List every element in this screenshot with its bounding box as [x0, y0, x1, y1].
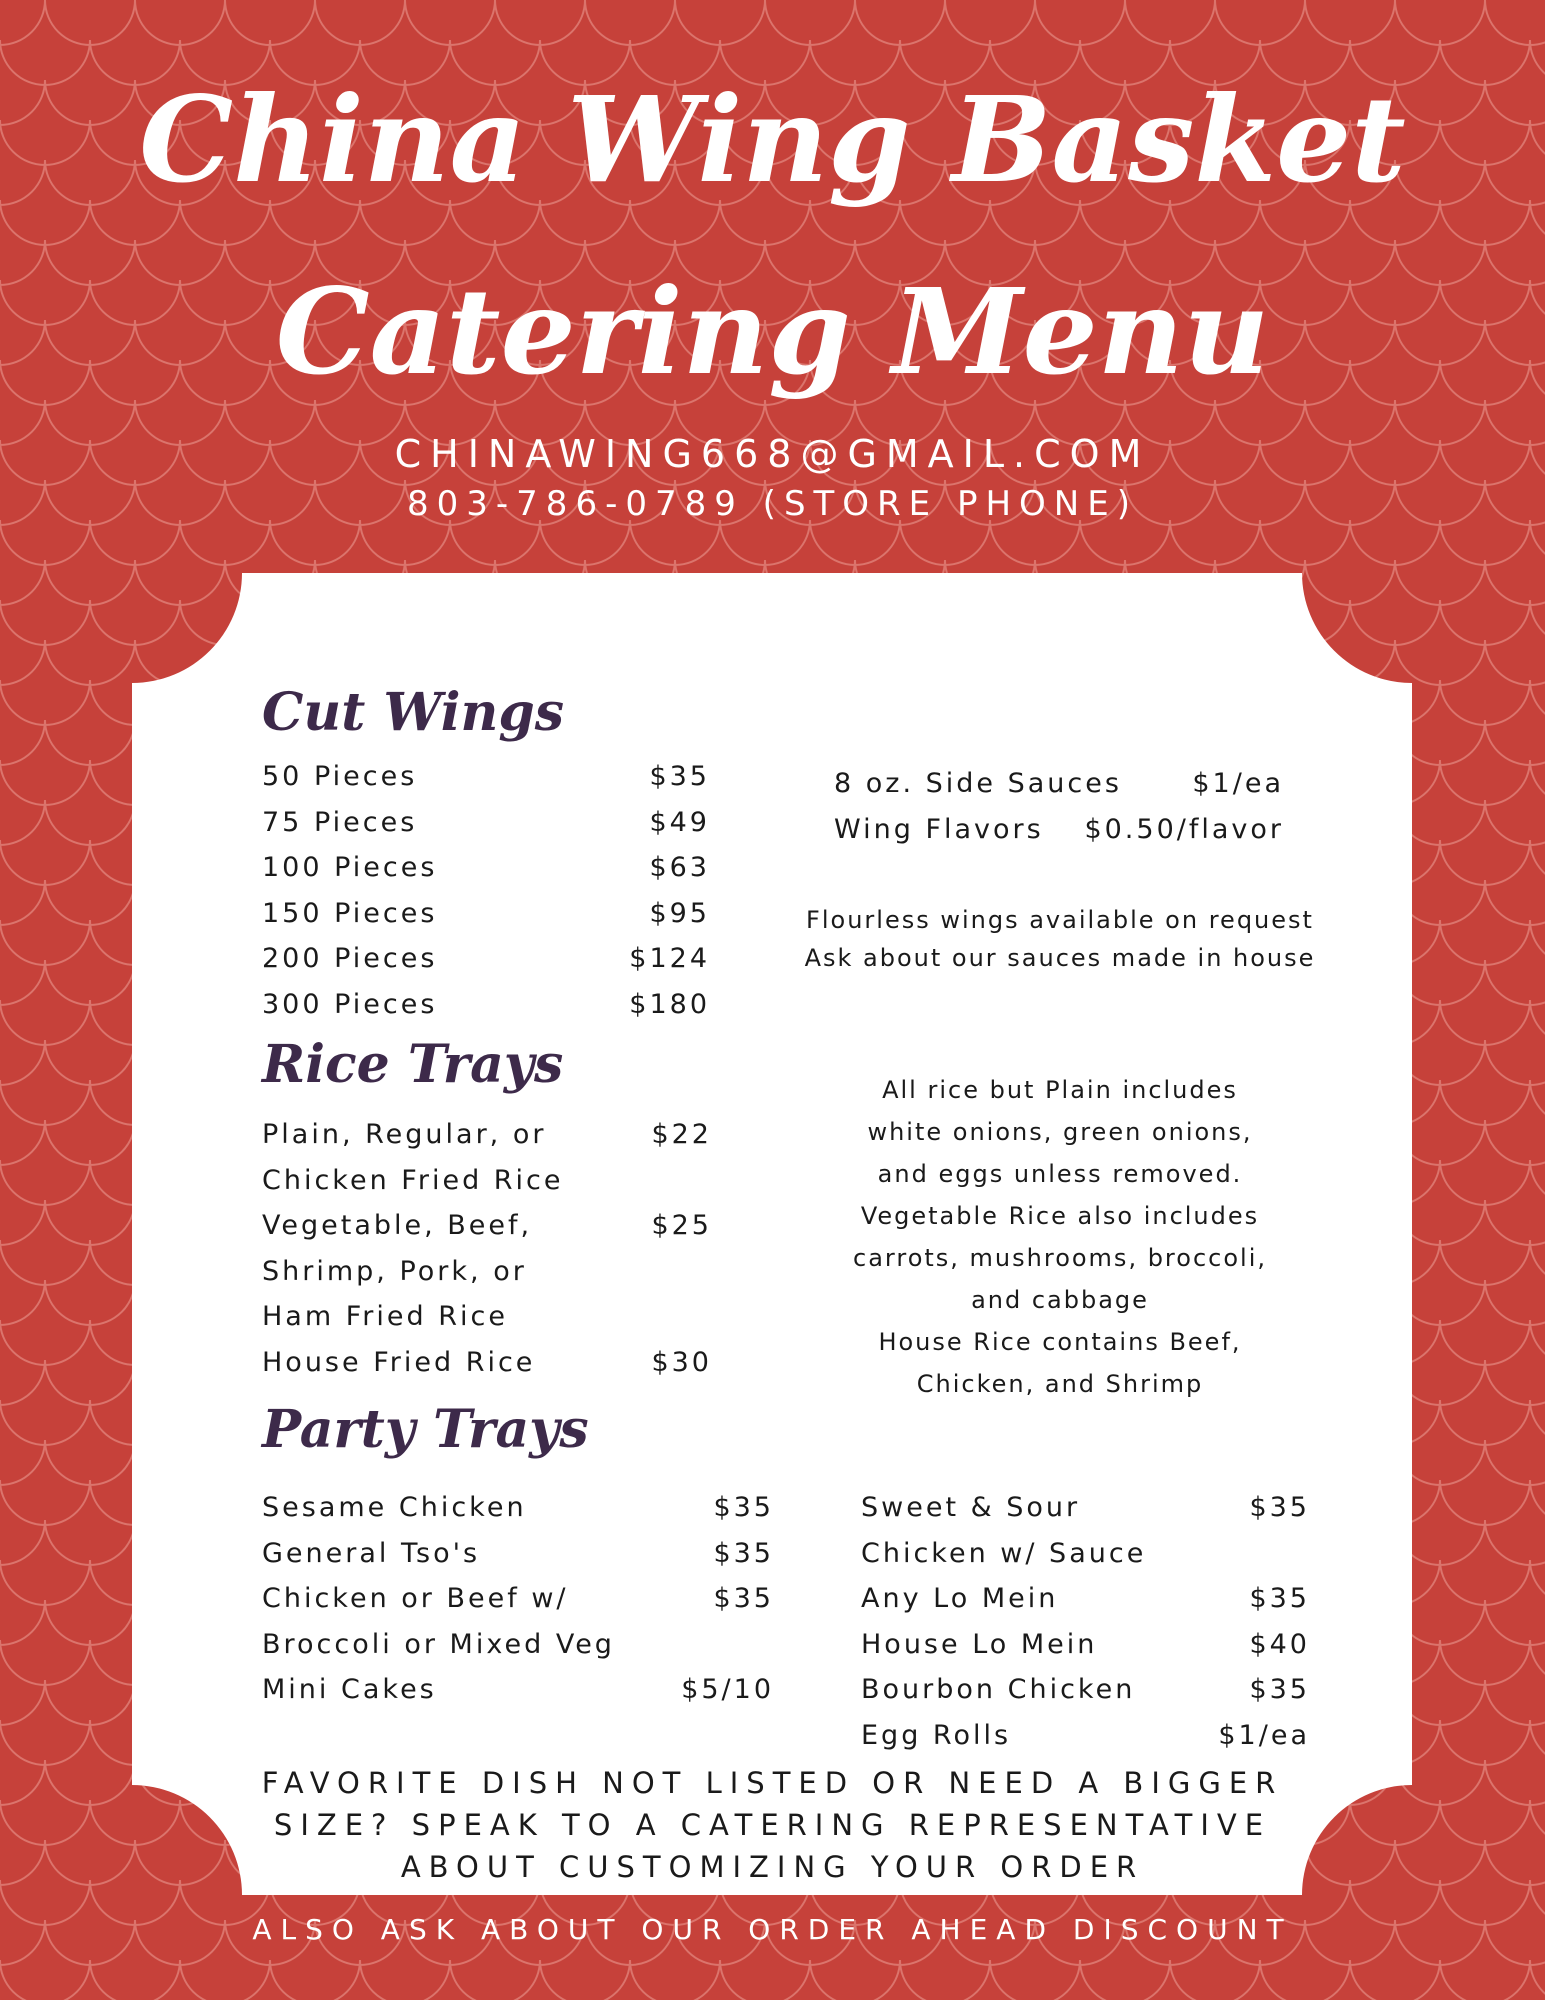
item-name: Vegetable, Beef,: [262, 1210, 533, 1241]
item-name: House Fried Rice: [262, 1346, 536, 1378]
item-price: $35: [713, 1492, 774, 1523]
item-name: Egg Rolls: [861, 1719, 1012, 1751]
item-price: $180: [629, 988, 710, 1020]
item-name: Chicken w/ Sauce: [861, 1537, 1147, 1569]
note-line: carrots, mushrooms, broccoli,: [853, 1244, 1267, 1272]
item-price: $35: [1249, 1492, 1310, 1523]
menu-item-row: [262, 754, 710, 800]
note-line: All rice but Plain includes: [882, 1076, 1238, 1104]
item-name: House Lo Mein: [861, 1628, 1098, 1660]
menu-item-row: [262, 845, 710, 891]
item-price: $63: [649, 852, 710, 883]
note-line: white onions, green onions,: [867, 1118, 1253, 1146]
contact-phone: 803-786-0789 (STORE PHONE): [407, 484, 1138, 524]
footer-note-line: ABOUT CUSTOMIZING YOUR ORDER: [400, 1850, 1145, 1884]
note-line: House Rice contains Beef,: [878, 1328, 1242, 1356]
menu-item-row: [861, 1531, 1310, 1577]
menu-item-row: [861, 1622, 1310, 1668]
menu-item-row: [861, 1485, 1310, 1531]
item-price: $95: [649, 897, 710, 929]
menu-item-row: [861, 1713, 1310, 1759]
item-price: $40: [1249, 1628, 1310, 1660]
item-name: 150 Pieces: [262, 897, 438, 929]
menu-item-row: [262, 936, 710, 982]
item-name: 300 Pieces: [262, 988, 438, 1020]
menu-item-row: [262, 1667, 774, 1713]
item-name: Sesame Chicken: [262, 1492, 527, 1523]
item-price: $22: [651, 1119, 712, 1150]
rice-notes: [780, 1069, 1340, 1405]
item-name: Mini Cakes: [262, 1674, 437, 1705]
note-line: Vegetable Rice also includes: [860, 1202, 1260, 1230]
menu-item-row: [262, 1112, 712, 1158]
item-name: Chicken Fried Rice: [262, 1164, 564, 1196]
note-line: and eggs unless removed.: [877, 1160, 1243, 1188]
item-name: Sweet & Sour: [861, 1492, 1081, 1523]
item-name: Broccoli or Mixed Veg: [262, 1628, 615, 1660]
item-price: $1/ea: [1192, 768, 1284, 799]
note-line: and cabbage: [971, 1286, 1149, 1314]
item-name: 8 oz. Side Sauces: [834, 768, 1122, 799]
item-name: General Tso's: [262, 1537, 481, 1569]
section-heading-party-trays: Party Trays: [262, 1399, 589, 1460]
order-ahead-discount: ALSO ASK ABOUT OUR ORDER AHEAD DISCOUNT: [252, 1913, 1293, 1946]
item-name: 50 Pieces: [262, 761, 418, 792]
item-price: $1/ea: [1218, 1719, 1310, 1751]
item-price: $25: [651, 1210, 712, 1241]
menu-item-row: [861, 1667, 1310, 1713]
contact-email: CHINAWING668@GMAIL.COM: [394, 432, 1151, 476]
item-name: 100 Pieces: [262, 852, 438, 883]
extra-item-row: [834, 807, 1284, 853]
menu-item-row: [262, 1576, 774, 1622]
item-name: Any Lo Mein: [861, 1583, 1059, 1614]
item-price: $35: [649, 761, 710, 792]
menu-item-row: [262, 1203, 712, 1249]
extra-item-row: [834, 761, 1284, 807]
item-price: $35: [713, 1583, 774, 1614]
item-name: 75 Pieces: [262, 806, 418, 838]
item-price: $35: [713, 1537, 774, 1569]
note-line: Flourless wings available on request: [806, 906, 1314, 934]
menu-item-row: [262, 1531, 774, 1577]
item-price: $0.50/flavor: [1084, 814, 1284, 845]
menu-item-row: [262, 982, 710, 1028]
note-line: Chicken, and Shrimp: [916, 1370, 1204, 1398]
item-name: Shrimp, Pork, or: [262, 1255, 527, 1287]
item-name: Wing Flavors: [834, 814, 1044, 845]
item-name: Bourbon Chicken: [861, 1674, 1136, 1705]
menu-item-row: [861, 1576, 1310, 1622]
item-price: $35: [1249, 1583, 1310, 1614]
item-name: Ham Fried Rice: [262, 1301, 508, 1332]
menu-item-row: [262, 1294, 712, 1340]
menu-item-row: [262, 1485, 774, 1531]
item-price: $35: [1249, 1674, 1310, 1705]
menu-item-row: [262, 891, 710, 937]
menu-title-line1: China Wing Basket: [139, 70, 1406, 209]
item-name: Plain, Regular, or: [262, 1119, 547, 1150]
menu-item-row: [262, 800, 710, 846]
section-heading-rice-trays: Rice Trays: [262, 1034, 564, 1095]
footer-note-line: FAVORITE DISH NOT LISTED OR NEED A BIGGER: [261, 1766, 1284, 1800]
item-name: Chicken or Beef w/: [262, 1583, 569, 1614]
wings-notes: [780, 901, 1340, 977]
footer-note-line: SIZE? SPEAK TO A CATERING REPRESENTATIVE: [273, 1808, 1272, 1842]
note-line: Ask about our sauces made in house: [804, 944, 1316, 972]
item-name: 200 Pieces: [262, 943, 438, 974]
item-price: $30: [651, 1346, 712, 1378]
menu-item-row: [262, 1622, 774, 1668]
item-price: $49: [649, 806, 710, 838]
menu-item-row: [262, 1340, 712, 1386]
section-heading-cut-wings: Cut Wings: [262, 682, 564, 743]
item-price: $124: [629, 943, 710, 974]
item-price: $5/10: [681, 1674, 774, 1705]
menu-item-row: [262, 1158, 712, 1204]
menu-title-line2: Catering Menu: [275, 262, 1270, 401]
menu-item-row: [262, 1249, 712, 1295]
